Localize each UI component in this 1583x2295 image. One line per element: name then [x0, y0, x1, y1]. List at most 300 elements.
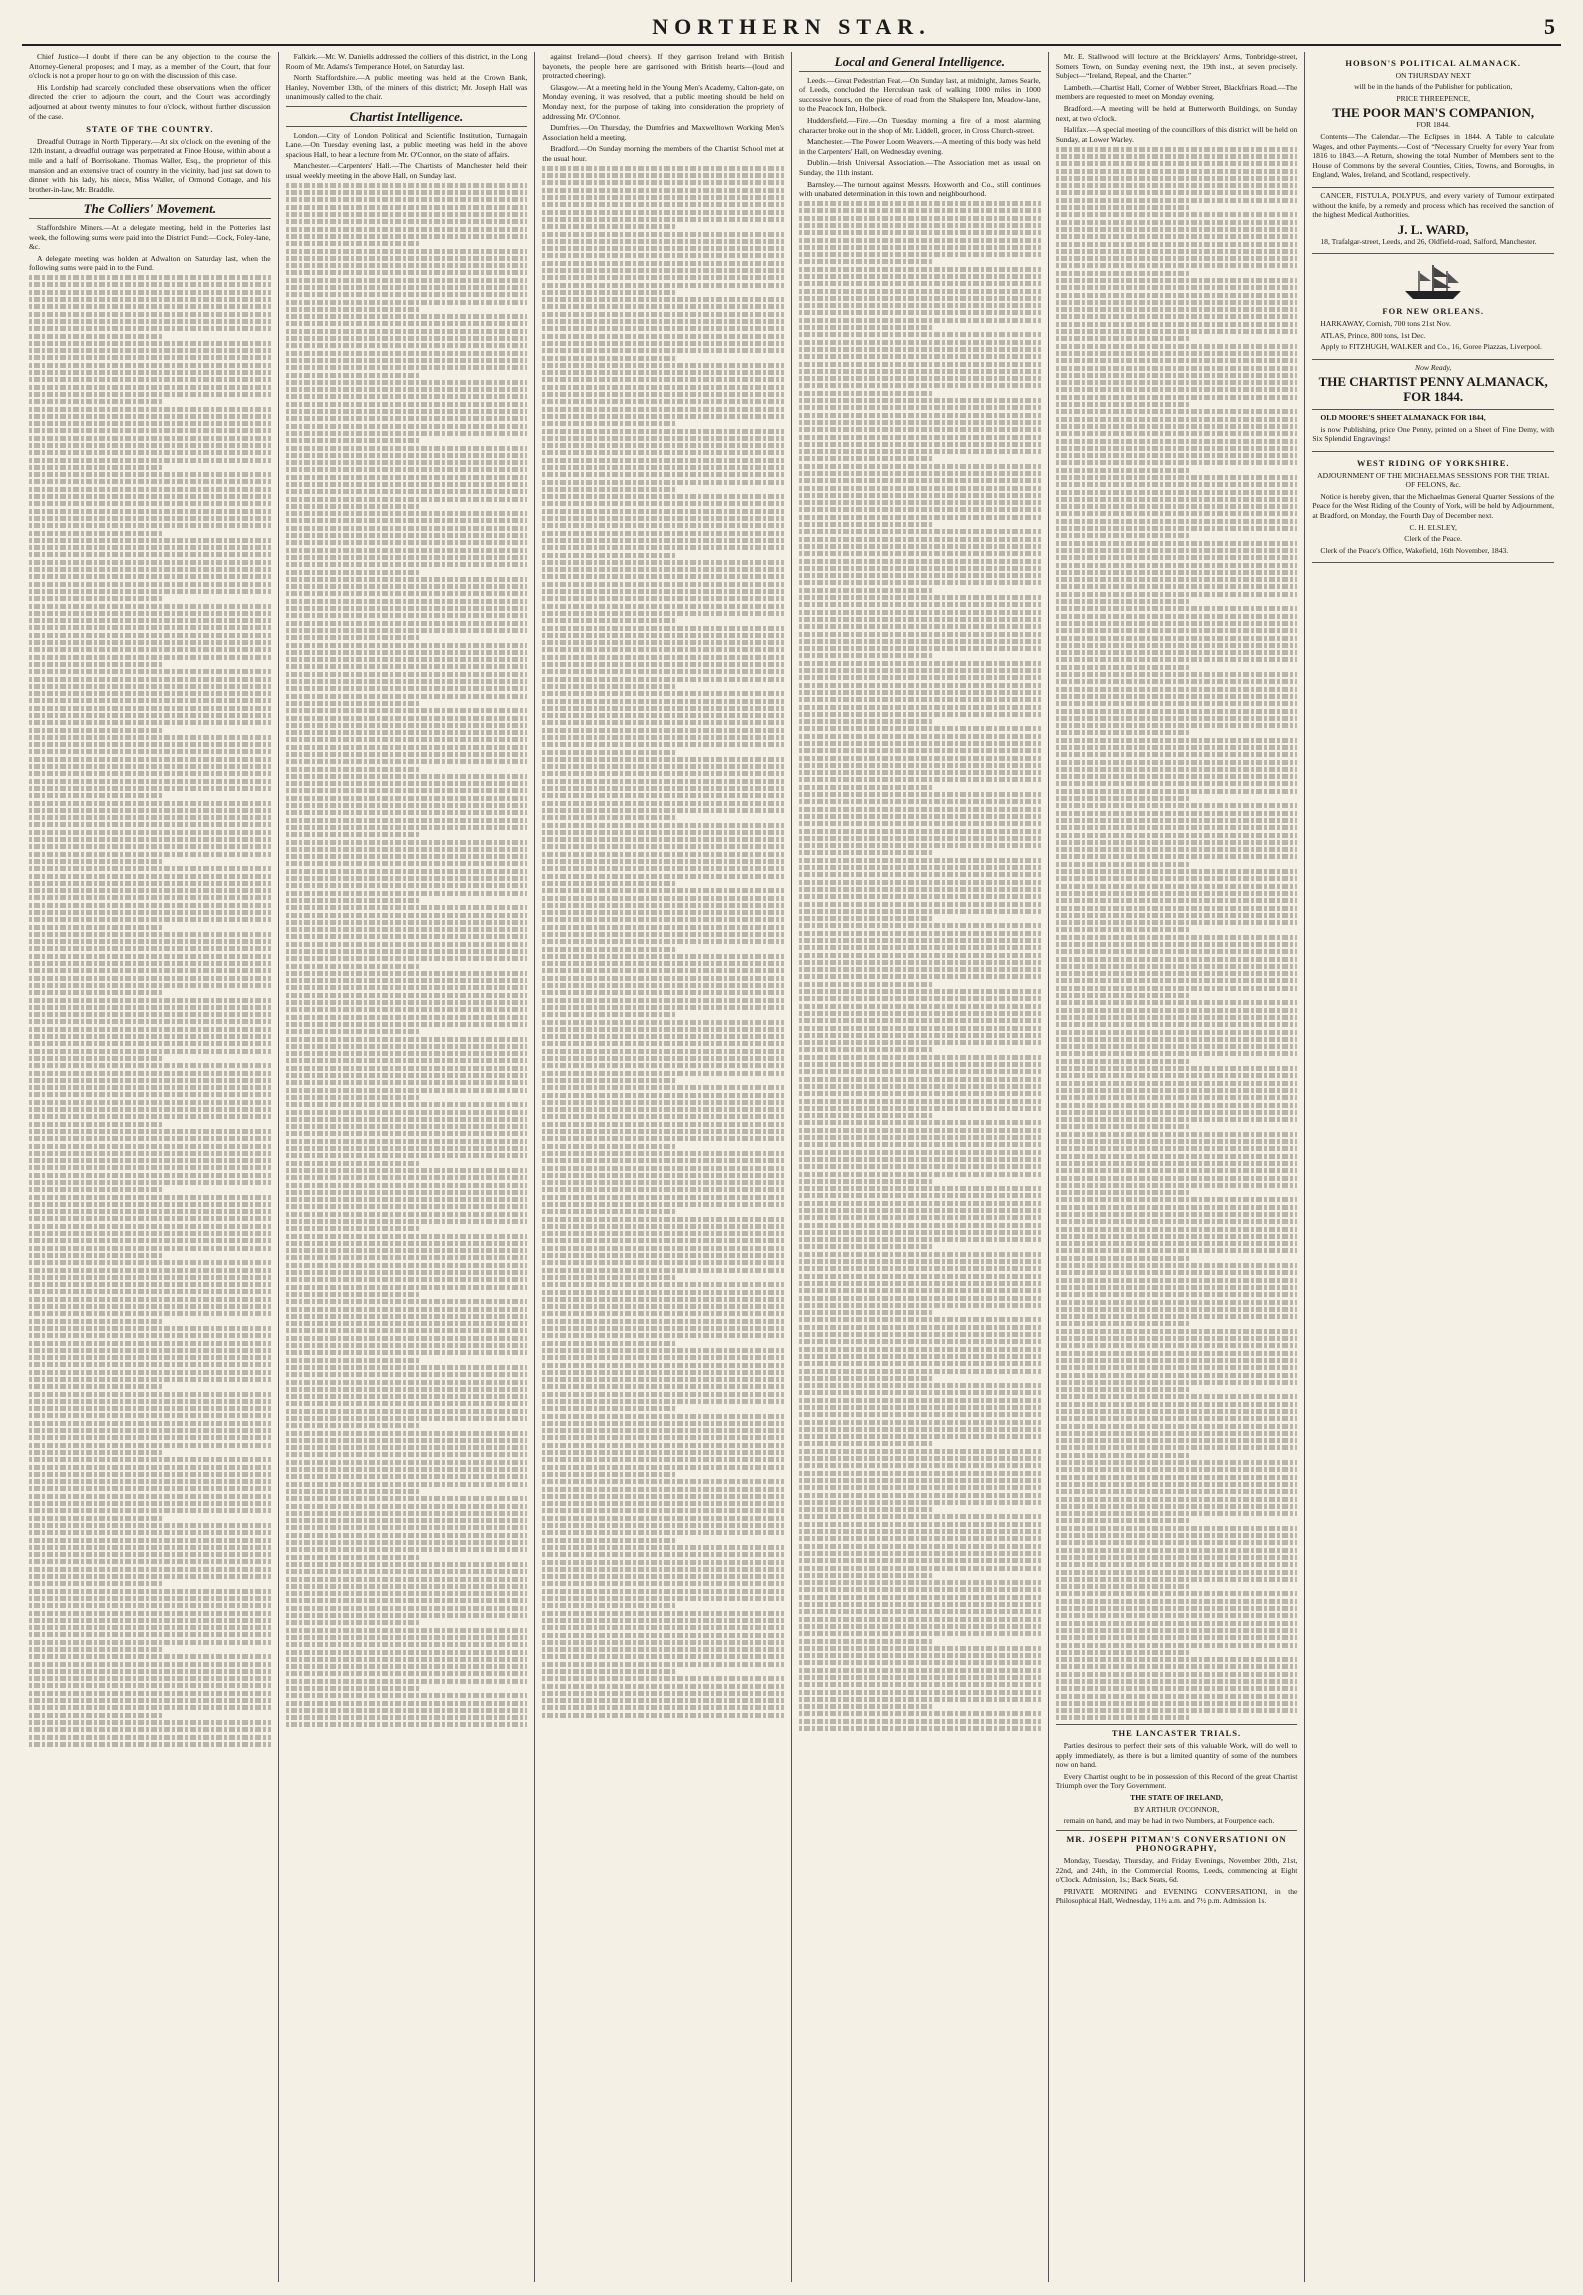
- text-line-placeholder: [542, 1122, 784, 1127]
- text-line-placeholder: [286, 934, 528, 939]
- section-heading: Chartist Intelligence.: [349, 108, 464, 124]
- text-line-placeholder: [29, 793, 162, 798]
- article-paragraph: Bradford.—On Sunday morning the members of the Chartist School met at the usual hour.: [542, 144, 785, 163]
- text-line-placeholder: [799, 559, 1041, 564]
- text-line-placeholder: [799, 1288, 1041, 1293]
- text-line-placeholder: [542, 823, 784, 828]
- text-line-placeholder: [1056, 1621, 1298, 1626]
- text-line-placeholder: [1056, 687, 1298, 692]
- text-line-placeholder: [542, 1166, 784, 1171]
- text-line-placeholder: [286, 1693, 528, 1698]
- text-line-placeholder: [1056, 1358, 1298, 1363]
- text-line-placeholder: [1056, 891, 1298, 896]
- text-line-placeholder: [29, 1479, 271, 1484]
- text-line-placeholder: [286, 227, 528, 232]
- text-line-placeholder: [286, 1445, 528, 1450]
- text-line-placeholder: [29, 1231, 271, 1236]
- text-line-placeholder: [1056, 709, 1298, 714]
- text-line-placeholder: [542, 275, 784, 280]
- text-line-placeholder: [542, 253, 784, 258]
- text-line-placeholder: [1056, 198, 1298, 203]
- text-line-placeholder: [286, 832, 419, 837]
- column-container: [22, 52, 1561, 2282]
- text-line-placeholder: [799, 267, 1041, 272]
- text-line-placeholder: [1056, 803, 1298, 808]
- text-line-placeholder: [29, 1246, 271, 1251]
- text-line-placeholder: [1056, 840, 1298, 845]
- text-line-placeholder: [29, 538, 271, 543]
- text-line-placeholder: [286, 504, 419, 509]
- advert-text: CANCER, FISTULA, POLYPUS, and every variety of Tumour extirpated without the knife, by a remedy and process which has received the sanction of the highest Medical Authorities.: [1312, 190, 1555, 220]
- text-line-placeholder: [799, 1558, 1041, 1563]
- text-line-placeholder: [1056, 300, 1298, 305]
- text-line-placeholder: [1056, 1256, 1189, 1261]
- text-line-placeholder: [542, 1465, 784, 1470]
- text-line-placeholder: [29, 954, 271, 959]
- advert-text: Apply to FITZHUGH, WALKER and Co., 16, Goree Piazzas, Liverpool.: [1320, 342, 1542, 352]
- page-number: 5: [1544, 14, 1555, 39]
- text-line-placeholder: [799, 289, 1041, 294]
- text-line-placeholder: [286, 1438, 528, 1443]
- text-line-placeholder: [799, 588, 932, 593]
- text-line-placeholder: [542, 932, 784, 937]
- text-line-placeholder: [542, 1370, 784, 1375]
- text-line-placeholder: [542, 1625, 784, 1630]
- text-line-placeholder: [542, 1435, 784, 1440]
- text-line-placeholder: [542, 771, 784, 776]
- text-line-placeholder: [542, 1107, 784, 1112]
- text-line-placeholder: [1056, 657, 1298, 662]
- text-line-placeholder: [29, 1567, 271, 1572]
- text-line-placeholder: [542, 874, 784, 879]
- text-line-placeholder: [799, 1573, 932, 1578]
- text-line-placeholder: [542, 1333, 784, 1338]
- text-line-placeholder: [542, 210, 784, 215]
- text-line-placeholder: [542, 1056, 784, 1061]
- text-line-placeholder: [799, 829, 1041, 834]
- text-line-placeholder: [29, 625, 271, 630]
- text-line-placeholder: [799, 1376, 932, 1381]
- text-line-placeholder: [542, 844, 784, 849]
- text-line-placeholder: [286, 511, 528, 516]
- text-line-placeholder: [542, 1114, 784, 1119]
- text-filler: [286, 183, 528, 1728]
- text-line-placeholder: [542, 319, 784, 324]
- text-line-placeholder: [286, 1686, 419, 1691]
- text-line-placeholder: [1056, 811, 1298, 816]
- text-line-placeholder: [29, 290, 271, 295]
- text-line-placeholder: [29, 684, 271, 689]
- text-line-placeholder: [286, 1168, 528, 1173]
- text-line-placeholder: [799, 1259, 1041, 1264]
- text-line-placeholder: [1056, 1613, 1298, 1618]
- text-line-placeholder: [29, 1100, 271, 1105]
- text-line-placeholder: [799, 1544, 1041, 1549]
- text-line-placeholder: [29, 1450, 162, 1455]
- text-line-placeholder: [542, 779, 784, 784]
- text-line-placeholder: [29, 1253, 162, 1258]
- text-line-placeholder: [799, 1201, 1041, 1206]
- text-line-placeholder: [1056, 424, 1298, 429]
- text-line-placeholder: [799, 1536, 1041, 1541]
- text-line-placeholder: [799, 931, 1041, 936]
- text-line-placeholder: [799, 1237, 1041, 1242]
- text-line-placeholder: [286, 394, 528, 399]
- text-line-placeholder: [542, 1027, 784, 1032]
- text-line-placeholder: [542, 574, 784, 579]
- text-line-placeholder: [1056, 570, 1298, 575]
- text-line-placeholder: [542, 983, 784, 988]
- text-line-placeholder: [799, 1697, 1041, 1702]
- text-line-placeholder: [29, 407, 271, 412]
- text-line-placeholder: [799, 675, 1041, 680]
- text-line-placeholder: [799, 551, 1041, 556]
- text-line-placeholder: [286, 1423, 419, 1428]
- text-line-placeholder: [799, 1412, 1041, 1417]
- text-line-placeholder: [286, 876, 528, 881]
- text-line-placeholder: [799, 537, 1041, 542]
- text-line-placeholder: [1056, 1438, 1298, 1443]
- text-line-placeholder: [29, 1377, 271, 1382]
- text-line-placeholder: [1056, 1066, 1298, 1071]
- text-filler: [542, 166, 784, 1718]
- text-line-placeholder: [29, 1654, 271, 1659]
- text-line-placeholder: [286, 533, 528, 538]
- text-line-placeholder: [29, 574, 271, 579]
- text-line-placeholder: [29, 844, 271, 849]
- text-line-placeholder: [542, 1713, 784, 1718]
- text-line-placeholder: [542, 713, 784, 718]
- text-line-placeholder: [542, 669, 784, 674]
- text-line-placeholder: [29, 1326, 271, 1331]
- text-line-placeholder: [286, 708, 528, 713]
- text-line-placeholder: [286, 1255, 528, 1260]
- text-line-placeholder: [542, 582, 784, 587]
- text-line-placeholder: [286, 978, 528, 983]
- divider: [1056, 1724, 1298, 1725]
- text-line-placeholder: [286, 1226, 419, 1231]
- text-line-placeholder: [29, 1289, 271, 1294]
- text-line-placeholder: [542, 1093, 784, 1098]
- text-line-placeholder: [286, 373, 419, 378]
- text-line-placeholder: [1056, 1570, 1298, 1575]
- text-line-placeholder: [799, 1609, 1041, 1614]
- advert-title: OLD MOORE'S SHEET ALMANACK FOR 1844,: [1320, 413, 1486, 423]
- text-line-placeholder: [799, 748, 1041, 753]
- text-line-placeholder: [29, 1508, 271, 1513]
- text-line-placeholder: [286, 854, 528, 859]
- text-line-placeholder: [1056, 1402, 1298, 1407]
- text-line-placeholder: [542, 1457, 784, 1462]
- text-line-placeholder: [542, 326, 784, 331]
- text-line-placeholder: [799, 1390, 1041, 1395]
- text-line-placeholder: [1056, 1219, 1298, 1224]
- text-line-placeholder: [542, 1078, 675, 1083]
- advert-text: Now Ready,: [1415, 362, 1452, 372]
- newspaper-title: NORTHERN STAR.: [652, 14, 931, 39]
- text-line-placeholder: [286, 905, 528, 910]
- west-riding-notice: [1312, 452, 1554, 563]
- text-line-placeholder: [286, 1007, 528, 1012]
- text-line-placeholder: [542, 1282, 784, 1287]
- text-line-placeholder: [286, 840, 528, 845]
- advert-text: PRIVATE MORNING and EVENING CONVERSATIONI, in the Philosophical Hall, Wednesday, 11½ a.m. and 7½ p.m. Admission 1s.: [1055, 1886, 1298, 1906]
- text-line-placeholder: [799, 1332, 1041, 1337]
- text-line-placeholder: [1056, 957, 1298, 962]
- text-line-placeholder: [799, 1639, 932, 1644]
- text-line-placeholder: [1056, 993, 1189, 998]
- text-line-placeholder: [799, 252, 1041, 257]
- text-line-placeholder: [542, 1603, 675, 1608]
- notice-text: Notice is hereby given, that the Michaelmas General Quarter Sessions of the Peace for the West Riding of the County of York, will be held by Adjournment, at Bradford, on Monday, the Fourth Day of December next.: [1312, 491, 1555, 521]
- text-line-placeholder: [1056, 1511, 1298, 1516]
- text-line-placeholder: [286, 985, 528, 990]
- text-line-placeholder: [542, 1005, 784, 1010]
- text-line-placeholder: [286, 701, 419, 706]
- text-line-placeholder: [29, 509, 271, 514]
- text-line-placeholder: [1056, 154, 1298, 159]
- text-line-placeholder: [29, 998, 271, 1003]
- text-line-placeholder: [1056, 395, 1298, 400]
- text-line-placeholder: [1056, 628, 1298, 633]
- text-line-placeholder: [29, 1275, 271, 1280]
- text-line-placeholder: [1056, 1533, 1298, 1538]
- text-line-placeholder: [286, 278, 528, 283]
- text-line-placeholder: [286, 1431, 528, 1436]
- text-line-placeholder: [542, 538, 784, 543]
- text-line-placeholder: [29, 881, 271, 886]
- text-line-placeholder: [1056, 1650, 1189, 1655]
- text-line-placeholder: [286, 190, 528, 195]
- text-line-placeholder: [799, 1099, 1041, 1104]
- text-line-placeholder: [542, 516, 784, 521]
- text-line-placeholder: [29, 655, 271, 660]
- text-line-placeholder: [29, 1727, 271, 1732]
- text-line-placeholder: [29, 1136, 271, 1141]
- text-line-placeholder: [799, 858, 1041, 863]
- text-line-placeholder: [799, 245, 1041, 250]
- text-line-placeholder: [542, 1647, 784, 1652]
- text-line-placeholder: [29, 1494, 271, 1499]
- text-line-placeholder: [1056, 906, 1298, 911]
- text-line-placeholder: [286, 1153, 528, 1158]
- text-line-placeholder: [542, 589, 784, 594]
- text-line-placeholder: [542, 202, 784, 207]
- text-line-placeholder: [29, 808, 271, 813]
- text-line-placeholder: [286, 716, 528, 721]
- text-line-placeholder: [286, 1584, 528, 1589]
- text-line-placeholder: [286, 1489, 419, 1494]
- text-line-placeholder: [1056, 1336, 1298, 1341]
- text-line-placeholder: [542, 808, 784, 813]
- text-line-placeholder: [286, 847, 528, 852]
- article-paragraph: Barnsley.—The turnout against Messrs. Hoxworth and Co., still continues with unabated determination in this town and neighbourhood.: [799, 179, 1041, 199]
- text-line-placeholder: [1056, 1657, 1298, 1662]
- text-line-placeholder: [1056, 1548, 1298, 1553]
- text-line-placeholder: [799, 617, 1041, 622]
- text-line-placeholder: [542, 450, 784, 455]
- text-line-placeholder: [542, 1326, 784, 1331]
- text-line-placeholder: [29, 1282, 271, 1287]
- text-line-placeholder: [29, 764, 271, 769]
- text-line-placeholder: [799, 486, 1041, 491]
- text-line-placeholder: [542, 684, 675, 689]
- text-line-placeholder: [1056, 935, 1298, 940]
- text-line-placeholder: [799, 1427, 1041, 1432]
- advert-address: 18, Trafalgar-street, Leeds, and 26, Oldfield-road, Salford, Manchester.: [1320, 236, 1537, 246]
- text-line-placeholder: [799, 238, 1041, 243]
- text-line-placeholder: [286, 256, 528, 261]
- text-line-placeholder: [286, 475, 528, 480]
- text-line-placeholder: [286, 898, 419, 903]
- text-line-placeholder: [799, 573, 1041, 578]
- text-line-placeholder: [286, 241, 419, 246]
- text-line-placeholder: [29, 531, 162, 536]
- text-line-placeholder: [542, 961, 784, 966]
- text-line-placeholder: [29, 399, 162, 404]
- text-line-placeholder: [286, 1533, 528, 1538]
- text-line-placeholder: [1056, 417, 1298, 422]
- text-line-placeholder: [799, 478, 1041, 483]
- text-line-placeholder: [286, 635, 419, 640]
- text-line-placeholder: [1056, 1321, 1189, 1326]
- text-line-placeholder: [286, 1139, 528, 1144]
- text-line-placeholder: [542, 436, 784, 441]
- text-line-placeholder: [542, 509, 784, 514]
- text-line-placeholder: [799, 1507, 932, 1512]
- text-line-placeholder: [799, 259, 932, 264]
- text-line-placeholder: [542, 1355, 784, 1360]
- text-line-placeholder: [542, 1399, 784, 1404]
- text-line-placeholder: [286, 577, 528, 582]
- text-line-placeholder: [542, 815, 675, 820]
- text-line-placeholder: [799, 1179, 932, 1184]
- text-line-placeholder: [29, 1545, 271, 1550]
- text-line-placeholder: [799, 1274, 1041, 1279]
- text-line-placeholder: [286, 1102, 528, 1107]
- text-line-placeholder: [286, 803, 528, 808]
- text-line-placeholder: [1056, 431, 1298, 436]
- text-line-placeholder: [29, 436, 271, 441]
- text-line-placeholder: [542, 1589, 784, 1594]
- article-paragraph: Chief Justice—I doubt if there can be any objection to the course the Attorney-General proposes; and I may, as a member of the Court, that four o'clock is not a proper hour to go on with the discussion of this case.: [29, 52, 271, 81]
- text-line-placeholder: [799, 347, 1041, 352]
- text-line-placeholder: [542, 1246, 784, 1251]
- text-line-placeholder: [286, 1161, 419, 1166]
- article-paragraph: Glasgow.—At a meeting held in the Young Men's Academy, Calton-gate, on Monday evening, it was resolved, that a public meeting should be held on Monday next, for the purpose of taking into consideration the propriety of addressing Mr. O'Connor.: [542, 82, 785, 121]
- text-line-placeholder: [29, 1202, 271, 1207]
- article-paragraph: Falkirk.—Mr. W. Daniells addressed the colliers of this district, in the Long Room of Mr. Adams's Temperance Hotel, on Saturday last.: [285, 52, 528, 71]
- text-line-placeholder: [542, 1421, 784, 1426]
- text-line-placeholder: [799, 726, 1041, 731]
- divider: [1056, 1830, 1298, 1831]
- column-4: [792, 52, 1049, 2282]
- text-line-placeholder: [1056, 862, 1189, 867]
- divider: [29, 218, 271, 219]
- text-line-placeholder: [1056, 1518, 1189, 1523]
- text-line-placeholder: [286, 584, 528, 589]
- text-line-placeholder: [286, 402, 528, 407]
- text-line-placeholder: [29, 1538, 271, 1543]
- text-line-placeholder: [542, 640, 784, 645]
- text-line-placeholder: [29, 1260, 271, 1265]
- text-line-placeholder: [286, 825, 528, 830]
- text-line-placeholder: [799, 734, 1041, 739]
- text-line-placeholder: [286, 949, 528, 954]
- text-line-placeholder: [542, 1238, 784, 1243]
- advert-price: PRICE THREEPENCE,: [1396, 93, 1471, 103]
- text-line-placeholder: [286, 1511, 528, 1516]
- text-line-placeholder: [799, 1142, 1041, 1147]
- text-line-placeholder: [799, 201, 1041, 206]
- text-line-placeholder: [286, 1299, 528, 1304]
- text-line-placeholder: [542, 859, 784, 864]
- text-line-placeholder: [286, 1292, 419, 1297]
- text-line-placeholder: [542, 896, 784, 901]
- text-line-placeholder: [799, 1215, 1041, 1220]
- text-line-placeholder: [286, 1708, 528, 1713]
- text-line-placeholder: [29, 728, 162, 733]
- text-line-placeholder: [542, 1173, 784, 1178]
- text-line-placeholder: [29, 1596, 271, 1601]
- text-line-placeholder: [542, 801, 784, 806]
- text-line-placeholder: [542, 655, 784, 660]
- text-line-placeholder: [29, 1165, 271, 1170]
- text-line-placeholder: [29, 713, 271, 718]
- text-line-placeholder: [29, 1144, 271, 1149]
- text-line-placeholder: [799, 639, 1041, 644]
- text-line-placeholder: [286, 1263, 528, 1268]
- text-line-placeholder: [1056, 541, 1298, 546]
- text-line-placeholder: [799, 632, 1041, 637]
- text-line-placeholder: [1056, 1176, 1298, 1181]
- text-line-placeholder: [542, 1275, 675, 1280]
- text-line-placeholder: [29, 1486, 271, 1491]
- text-line-placeholder: [799, 770, 1041, 775]
- text-line-placeholder: [542, 939, 784, 944]
- text-line-placeholder: [29, 874, 271, 879]
- advert-text: will be in the hands of the Publisher for publication,: [1354, 82, 1513, 92]
- text-line-placeholder: [542, 480, 784, 485]
- text-line-placeholder: [799, 1500, 1041, 1505]
- text-line-placeholder: [542, 334, 784, 339]
- text-line-placeholder: [29, 596, 162, 601]
- text-line-placeholder: [29, 523, 271, 528]
- almanac-advert: [1312, 52, 1554, 188]
- article-paragraph: Dublin.—Irish Universal Association.—The Association met as usual on Sunday, the 11th instant.: [799, 158, 1041, 177]
- text-line-placeholder: [29, 1129, 271, 1134]
- text-line-placeholder: [286, 1051, 528, 1056]
- text-line-placeholder: [542, 1377, 784, 1382]
- text-line-placeholder: [29, 669, 271, 674]
- text-line-placeholder: [1056, 1285, 1298, 1290]
- text-line-placeholder: [286, 1212, 528, 1217]
- text-line-placeholder: [542, 1479, 784, 1484]
- notice-role: Clerk of the Peace.: [1404, 534, 1463, 544]
- text-line-placeholder: [799, 1434, 1041, 1439]
- text-line-placeholder: [29, 1319, 162, 1324]
- text-line-placeholder: [29, 450, 271, 455]
- text-line-placeholder: [799, 880, 1041, 885]
- text-line-placeholder: [799, 1186, 1041, 1191]
- text-line-placeholder: [542, 1180, 784, 1185]
- text-line-placeholder: [1056, 380, 1298, 385]
- advert-title: THE STATE OF IRELAND,: [1130, 1793, 1223, 1803]
- text-line-placeholder: [286, 1277, 528, 1282]
- column-6: [1305, 52, 1561, 2282]
- text-line-placeholder: [799, 405, 1041, 410]
- text-line-placeholder: [286, 657, 528, 662]
